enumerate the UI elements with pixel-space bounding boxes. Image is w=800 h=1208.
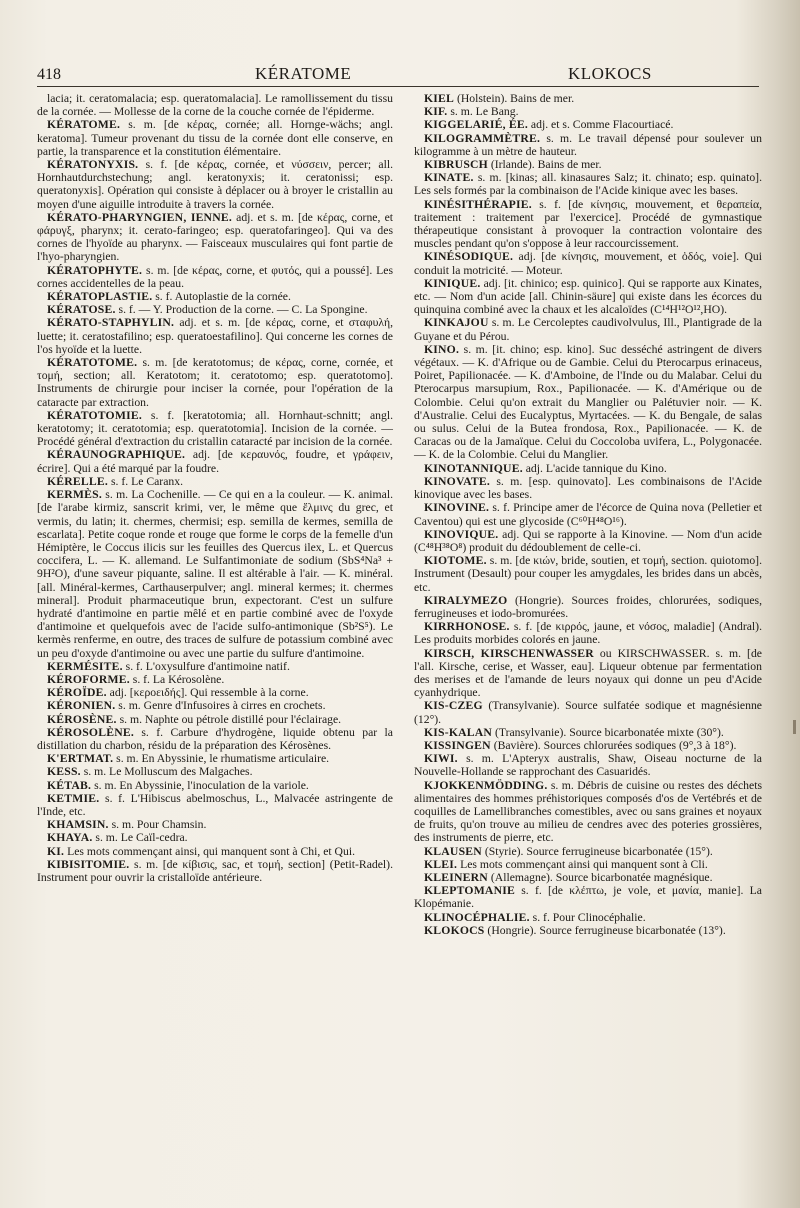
entry-headword: KIBRUSCH (424, 158, 488, 172)
dictionary-entry (37, 831, 393, 844)
entry-headword: KIEL (424, 92, 455, 105)
dictionary-entry (414, 316, 762, 342)
dictionary-entry (414, 92, 762, 105)
dictionary-entry (37, 211, 393, 264)
entry-headword: KIF. (424, 105, 448, 119)
entry-headword: KLEI. (424, 857, 458, 871)
entry-headword: KÉRATOTOME. (47, 356, 138, 370)
entry-definition: s. f. Pour Clinocéphalie. (529, 910, 646, 924)
dictionary-entry (414, 858, 762, 871)
entry-headword: KÉRAUNOGRAPHIQUE. (47, 448, 186, 462)
dictionary-entry (37, 752, 393, 765)
entry-headword: KIGGELARIÉ, ÉE. (424, 118, 528, 132)
entry-definition: s. m. Le Bang. (447, 105, 519, 119)
entry-definition: s. f. Carbure d'hydrogène, liquide obtenu par la distillation du charbon, résidu de la préparation des Kérosènes. (37, 725, 393, 752)
entry-headword: KHAYA. (47, 831, 93, 845)
dictionary-entry (414, 752, 762, 778)
dictionary-entry (414, 198, 762, 251)
entry-definition: s. m. Naphte ou pétrole distillé pour l'éclairage. (116, 712, 342, 726)
entry-definition: adj. [it. chinico; esp. quinico]. Qui se rapporte aux Kinates, etc. — Nom d'un acide [all. Chinin-säure] qui existe dans les écorces du quinquina combiné avec la chaux et les alcaloïdes (C¹⁴H¹²O¹²,HO). (414, 276, 762, 317)
entry-headword: KERMÉSITE. (47, 659, 123, 673)
entry-definition: s. f. [keratotomia; all. Hornhaut-schnitt; angl. keratotomy; it. ceratotomia; esp. queratotomia]. Incision de la cornée. — Procédé général d'extraction du cristallin cataracté par incision de la cornée. (37, 408, 393, 449)
dictionary-entry (414, 739, 762, 752)
entry-headword: KÉTAB. (47, 778, 92, 792)
entry-definition: s. f. L'oxysulfure d'antimoine natif. (122, 659, 290, 673)
entry-definition: s. m. Le Molluscum des Malgaches. (80, 765, 253, 779)
dictionary-entry (414, 924, 762, 937)
entry-headword: KLOKOCS (424, 923, 485, 937)
dictionary-entry (37, 158, 393, 211)
entry-definition: s. m. [de κίβισις, sac, et τομή, section] (Petit-Radel). Instrument pour ouvrir la cristalloïde antérieure. (37, 857, 393, 884)
dictionary-entry (414, 845, 762, 858)
entry-definition: s. f. [de κλέπτω, je vole, et μανία, manie]. La Klopémanie. (414, 884, 762, 911)
entry-headword: KIRRHONOSE. (424, 620, 510, 634)
entry-definition: s. f. Autoplastie de la cornée. (152, 290, 291, 304)
entry-definition: s. f. [de κιρρός, jaune, et νόσος, maladie] (Andral). Les produits morbides colorés en jaune. (414, 620, 762, 647)
dictionary-entry (37, 726, 393, 752)
dictionary-entry (414, 475, 762, 501)
page-number: 418 (37, 66, 61, 83)
dictionary-entry (37, 92, 393, 118)
entry-definition: (Styrie). Source ferrugineuse bicarbonatée (15°). (481, 844, 713, 858)
entry-headword: KIWI. (424, 752, 458, 766)
dictionary-entry (414, 620, 762, 646)
dictionary-entry (414, 132, 762, 158)
entry-definition: s. f. — Y. Production de la corne. — C. La Spongine. (115, 303, 368, 317)
entry-definition: (Bavière). Sources chlorurées sodiques (9°,3 à 18°). (490, 738, 737, 752)
entry-definition: adj. et s. m. [de κέρας, corne, et σταφυλή, luette; it. ceratostafilino; esp. queratoestafilino]. Qui concerne les cornes de l'os hyoïde et la luette. (37, 316, 393, 356)
dictionary-entry (414, 554, 762, 594)
entry-headword: KILOGRAMMÈTRE. (424, 131, 541, 145)
entry-headword: KÉRATOTOMIE. (47, 408, 142, 422)
entry-headword: KIOTOME. (424, 554, 487, 568)
entry-definition: s. f. [de κέρας, cornée, et νύσσειν, percer; all. Hornhautdurchstechung; angl. keratonyxis; it. ceratonissi; esp. queratonyxis]. Opération qui consiste à déplacer ou à broyer le cristallin au moyen d'une aiguille introduite à travers la cornée. (37, 158, 393, 211)
entry-definition: s. m. [de κέρας, cornée; all. Hornge-wächs; angl. keratoma]. Tumeur provenant du tissu de la cornée dont elle conserve, en partie, la transparence et la constitution élémentaire. (37, 118, 393, 158)
entry-headword: KLEPTOMANIE (424, 884, 515, 898)
entry-definition: s. f. La Kérosolène. (129, 672, 225, 686)
entry-definition: s. f. Principe amer de l'écorce de Quina nova (Pelletier et Caventou) qui est une glycoside (C⁶⁰H⁴⁸O¹⁶). (414, 501, 762, 528)
entry-definition: s. f. [de κίνησις, mouvement, et θεραπεία, traitement : traitement par l'exercice]. Procédé de gymnastique thérapeutique consistant à provoquer la contraction volontaire des muscles pendant qu'on s'oppose à leur raccourcissement. (414, 197, 762, 251)
entry-headword: KÉRATOME. (47, 118, 121, 132)
entry-headword: KHAMSIN. (47, 818, 109, 832)
entry-definition: s. m. Genre d'Infusoires à cirres en crochets. (115, 699, 326, 713)
entry-definition: s. m. La Cochenille. — Ce qui en a la couleur. — K. animal. [de l'arabe kirmiz, sanscrit krimi, ver, le même que ἕλμινς du grec, et vermis, du latin; it. chermes, chermisi; esp. semilla de kermes, semilla de escarlata]. Petite coque ronde et rouge que forme le corps de la femelle d'un Hémiptère, le Coccus ilicis sur les feuilles des Quercus ilex, L. et Quercus coccifera, L. — K. allemand. Le Sulfantimoniate de sodium (SbS⁴Na³ + 9H²O), d'une saveur piquante, saline. Il est altérable à l'air. — K. minéral. [all. Minéral-kermes, Carthauserpulver; angl. mineral kermes; it. chermes mineral]. Produit pharmaceutique brun, expectorant. C'est un sulfure hydraté d'antimoine en partie mêlé et en partie combiné avec de l'oxyde d'antimoine et quelquefois avec de l'acide sulfo-antimonique (Sb²S⁵). Le kermès renferme, en outre, des traces de sulfure de potassium combiné avec un peu d'oxyde d'antimoine ou avec une partie du sulfure d'antimoine. (37, 488, 393, 660)
entry-headword: KINKAJOU (424, 316, 489, 330)
entry-headword: KETMIE. (47, 791, 100, 805)
entry-definition: adj. et s. Comme Flacourtiacé. (528, 118, 674, 132)
entry-headword: KIS-CZEG (424, 699, 483, 713)
entry-definition: (Holstein). Bains de mer. (454, 92, 575, 105)
dictionary-entry (414, 105, 762, 118)
dictionary-entry (414, 699, 762, 725)
entry-definition: s. f. Le Caranx. (108, 474, 184, 488)
entry-definition: s. m. En Abyssinie, le rhumatisme articulaire. (113, 752, 330, 766)
entry-definition: s. m. [de κιών, bride, soutien, et τομή, section. quiotomo]. Instrument (Desault) pour couper les amygdales, les brides dans un abcès, etc. (414, 554, 762, 594)
entry-definition: adj. [de κεραυνός, foudre, et γράφειν, écrire]. Qui a été marqué par la foudre. (37, 448, 393, 475)
header-rule (37, 86, 759, 87)
entry-headword: KÉROÏDE. (47, 686, 107, 700)
entry-definition: adj. [de κίνησις, mouvement, et ὁδός, voie]. Qui conduit la motricité. — Moteur. (414, 250, 762, 277)
entry-definition: (Transylvanie). Source sulfatée sodique et magnésienne (12°). (414, 699, 762, 726)
header-first-word: KÉRATOME (255, 64, 352, 83)
dictionary-entry (414, 343, 762, 462)
entry-headword: KLAUSEN (424, 844, 482, 858)
entry-definition: (Hongrie). Sources froides, chlorurées, sodiques, ferrugineuses et iodo-bromurées. (414, 593, 762, 620)
entry-definition: ou KIRSCHWASSER. s. m. [de l'all. Kirsche, cerise, et Wasser, eau]. Liqueur obtenue par fermentation des merises et de l'amande de leurs noyaux qui donne un peu d'Acide cyanhydrique. (414, 646, 762, 700)
right-column (414, 92, 762, 937)
entry-definition: (Irlande). Bains de mer. (487, 158, 602, 172)
entry-definition: s. m. Pour Chamsin. (108, 818, 207, 832)
entry-headword: KINIQUE. (424, 276, 481, 290)
dictionary-entry (414, 118, 762, 131)
dictionary-entry (37, 818, 393, 831)
dictionary-entry (37, 713, 393, 726)
dictionary-entry (37, 765, 393, 778)
entry-headword: KINO. (424, 342, 460, 356)
entry-headword: KINÉSITHÉRAPIE. (424, 197, 532, 211)
entry-definition: (Transylvanie). Source bicarbonatée mixte (30°). (492, 725, 724, 739)
entry-headword: KÉROSÈNE. (47, 712, 117, 726)
entry-headword: KESS. (47, 765, 81, 779)
dictionary-entry (414, 726, 762, 739)
entry-headword: KÉRATOSE. (47, 303, 116, 317)
entry-headword: KINOVATE. (424, 474, 490, 488)
entry-headword: K'ERTMAT. (47, 752, 114, 766)
dictionary-entry (37, 316, 393, 356)
dictionary-entry (414, 911, 762, 924)
dictionary-entry (414, 594, 762, 620)
dictionary-entry (37, 488, 393, 660)
entry-definition: s. m. [de κέρας, corne, et φυτός, qui a poussé]. Les cornes accidentelles de la peau. (37, 263, 393, 290)
page-edge-mark (793, 720, 796, 734)
entry-headword: KÉROSOLÈNE. (47, 725, 134, 739)
dictionary-entry (414, 250, 762, 276)
dictionary-entry (414, 501, 762, 527)
entry-definition: s. m. Débris de cuisine ou restes des déchets alimentaires des hommes préhistoriques composés d'os de Vertébrés et de coquilles de Lamellibranches comestibles, avec ou sans graines et noyaux de fruits, qu'on trouve au milieu de cendres avec des poteries grossières, des instruments de pierre, etc. (414, 778, 762, 845)
entry-definition: (Hongrie). Source ferrugineuse bicarbonatée (13°). (484, 923, 726, 937)
dictionary-entry (37, 845, 393, 858)
entry-definition: s. m. En Abyssinie, l'inoculation de la variole. (91, 778, 309, 792)
dictionary-entry (37, 290, 393, 303)
entry-headword: KÉROFORME. (47, 672, 130, 686)
entry-definition: s. m. [de keratotomus; de κέρας, corne, cornée, et τομή, section; all. Keratotom; it. ceratotomo; esp. queratotomo]. Instruments de chirurgie pour inciser la cornée, pour l'opération de la cataracte par extraction. (37, 356, 393, 409)
entry-headword: KINÉSODIQUE. (424, 250, 514, 264)
entry-headword: KÉRATO-STAPHYLIN. (47, 316, 175, 330)
dictionary-entry (414, 171, 762, 197)
dictionary-entry (37, 779, 393, 792)
entry-definition: adj. L'acide tannique du Kino. (522, 461, 667, 475)
entry-headword: KÉRATONYXIS. (47, 158, 139, 172)
dictionary-entry (414, 158, 762, 171)
dictionary-entry (414, 884, 762, 910)
dictionary-entry (37, 409, 393, 449)
dictionary-entry (37, 792, 393, 818)
entry-definition: s. m. Le Caïl-cedra. (92, 831, 188, 845)
entry-headword: KERMÈS. (47, 488, 102, 502)
entry-definition: s. m. Le travail dépensé pour soulever un kilogramme à un mètre de hauteur. (414, 131, 762, 158)
entry-definition: s. m. [it. chino; esp. kino]. Suc desséché astringent de divers végétaux. — K. d'Afrique ou de Gambie. Celui du Pterocarpus erinaceus, Poiret, Papilionacée. — K. d'Amboine, de l'Inde ou du Malabar. Celui du Pterocarpus marsupium, Rox., Papilionacée. — K. d'Amérique ou de Colombie. Celui qu'on extrait du Manglier ou Palétuvier noir. — K. d'Australie. Celui des Eucalyptus, Myrtacées. — K. du Bengale, de salas ou sulus. Celui de la Butea frondosa, Rox., Papilionacée. — K. de Caracas ou de la Jamaïque. Celui du Coccoloba uvifera, L., Polygonacée. — K. de la Colombie. Celui du Manglier. (414, 342, 762, 462)
dictionary-entry (37, 448, 393, 474)
entry-headword: KINOTANNIQUE. (424, 461, 523, 475)
entry-definition: Les mots commençant ainsi qui manquent sont à Cli. (457, 857, 708, 871)
entry-headword: KIRALYMEZO (424, 593, 508, 607)
dictionary-entry (37, 673, 393, 686)
entry-headword: KÉRONIEN. (47, 699, 116, 713)
entry-headword: KISSINGEN (424, 738, 491, 752)
entry-definition: (Allemagne). Source bicarbonatée magnésique. (487, 870, 713, 884)
entry-headword: KIBISITOMIE. (47, 857, 130, 871)
entry-definition: adj. Qui se rapporte à la Kinovine. — Nom d'un acide (C⁴⁸H³⁸O⁸) produit du dédoublement de celle-ci. (414, 527, 762, 554)
entry-headword: KI. (47, 844, 65, 858)
entry-headword: KÉRATOPHYTE. (47, 263, 143, 277)
dictionary-entry (37, 118, 393, 158)
entry-headword: KÉRELLE. (47, 474, 109, 488)
dictionary-entry (414, 647, 762, 700)
left-column (37, 92, 393, 884)
dictionary-entry (37, 660, 393, 673)
entry-headword: KLEINERN (424, 870, 488, 884)
dictionary-entry (37, 264, 393, 290)
entry-headword: KIRSCH, KIRSCHENWASSER (424, 646, 594, 660)
dictionary-entry (37, 303, 393, 316)
entry-headword: KLINOCÉPHALIE. (424, 910, 530, 924)
dictionary-entry (414, 779, 762, 845)
entry-headword: KÉRATOPLASTIE. (47, 290, 153, 304)
dictionary-entry (37, 475, 393, 488)
entry-definition: s. m. L'Apteryx australis, Shaw, Oiseau nocturne de la Nouvelle-Hollande se rapprochant des Casuaridés. (414, 752, 762, 779)
dictionary-entry (37, 686, 393, 699)
dictionary-entry (414, 277, 762, 317)
entry-headword: KINOVINE. (424, 501, 490, 515)
entry-headword: KIS-KALAN (424, 725, 493, 739)
entry-headword: KINOVIQUE. (424, 527, 499, 541)
dictionary-entry (37, 356, 393, 409)
dictionary-entry (414, 871, 762, 884)
entry-headword: KINATE. (424, 171, 474, 185)
dictionary-entry (414, 528, 762, 554)
entry-definition: Les mots commençant ainsi, qui manquent sont à Chi, et Qui. (64, 844, 356, 858)
entry-headword: KÉRATO-PHARYNGIEN, IENNE. (47, 210, 232, 224)
header-last-word: KLOKOCS (568, 64, 652, 83)
entry-headword: KJOKKENMÖDDING. (424, 778, 548, 792)
entry-definition: s. m. [esp. quinovato]. Les combinaisons de l'Acide kinovique avec les bases. (414, 474, 762, 502)
entry-definition: s. m. Le Cercoleptes caudivolvulus, Ill., Plantigrade de la Guyane et du Pérou. (414, 316, 762, 343)
dictionary-entry (414, 462, 762, 475)
entry-definition: s. m. [kinas; all. kinasaures Salz; it. chinato; esp. quinato]. Les sels formés par la combinaison de l'Acide kinique avec les bases. (414, 171, 762, 198)
entry-definition: adj. [κεροειδής]. Qui ressemble à la corne. (106, 686, 309, 700)
entry-definition: adj. et s. m. [de κέρας, corne, et φάρυγξ, pharynx; it. cerato-faringeo; esp. queratofaringeo]. Qui va des cornes de l'hyoïde au pharynx. — Faisceaux musculaires qui font partie de l'hyo-pharyngien. (37, 210, 393, 264)
entry-definition: lacia; it. ceratomalacia; esp. queratomalacia]. Le ramollissement du tissu de la cornée. — Mollesse de la corne de la couche cornée de l'épiderme. (37, 92, 393, 119)
entry-definition: s. f. L'Hibiscus abelmoschus, L., Malvacée astringente de l'Inde, etc. (37, 791, 393, 818)
dictionary-entry (37, 699, 393, 712)
dictionary-entry (37, 858, 393, 884)
